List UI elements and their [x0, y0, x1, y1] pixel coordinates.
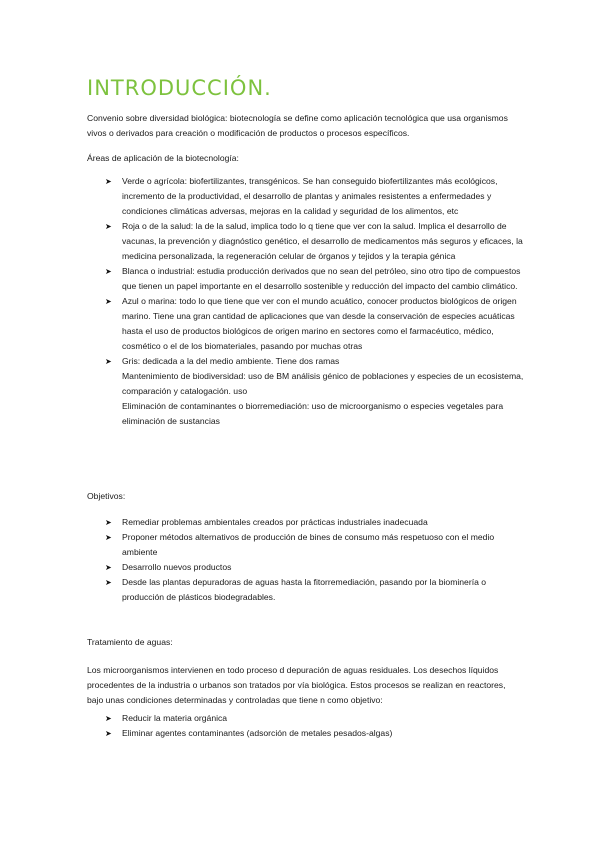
- objetivo-text: Desarrollo nuevos productos: [122, 562, 232, 572]
- tratamiento-item-text: Reducir la materia orgánica: [122, 713, 228, 723]
- objetivo-text: Desde las plantas depuradoras de aguas hasta la fitorremediación, pasando por la biominería o producción de plásticos biodegradables.: [122, 577, 487, 602]
- list-item: [87, 575, 527, 605]
- arrow-bullet-icon: ➤: [105, 578, 112, 587]
- page-title: INTRODUCCIÓN.: [87, 76, 272, 100]
- arrow-bullet-icon: ➤: [105, 563, 112, 572]
- list-item: [87, 294, 527, 354]
- list-item: [87, 354, 527, 429]
- list-item: [87, 560, 527, 575]
- list-item: [87, 264, 527, 294]
- list-item: [87, 530, 527, 560]
- area-text-roja: Roja o de la salud: la de la salud, implica todo lo q tiene que ver con la salud. Implica el desarrollo de vacunas, la prevención y diagnóstico genético, el desarrollo de medicamentos más seguros y eficaces, la medicina personalizada, la regeneración celular de órganos y tejidos y la terapia génica: [122, 221, 523, 261]
- objetivos-heading: Objetivos:: [87, 491, 126, 501]
- arrow-bullet-icon: ➤: [105, 267, 112, 276]
- intro-paragraph: Convenio sobre diversidad biológica: biotecnología se define como aplicación tecnológica que usa organismos vivos o derivados para creación o modificación de productos o procesos específicos.: [87, 113, 508, 138]
- tratamiento-item-text: Eliminar agentes contaminantes (adsorción de metales pesados-algas): [122, 728, 393, 738]
- arrow-bullet-icon: ➤: [105, 714, 112, 723]
- area-text-verde: Verde o agrícola: biofertilizantes, transgénicos. Se han conseguido biofertilizantes más ecológicos, incremento de la productividad, el desarrollo de plantas y animales resistentes a enfermedades y condiciones climáticas adversas, mejoras en la calidad y seguridad de los alimentos, etc: [122, 176, 498, 216]
- arrow-bullet-icon: ➤: [105, 357, 112, 366]
- objetivo-text: Proponer métodos alternativos de producción de bines de consumo más respetuoso con el medio ambiente: [122, 532, 495, 557]
- list-item: [87, 726, 527, 741]
- list-item: [87, 711, 527, 726]
- list-item: [87, 515, 527, 530]
- list-item: [87, 219, 527, 264]
- objetivos-list: [87, 515, 527, 605]
- list-item: [87, 174, 527, 219]
- areas-heading: Áreas de aplicación de la biotecnología:: [87, 153, 239, 163]
- arrow-bullet-icon: ➤: [105, 729, 112, 738]
- area-text-gris: Gris: dedicada a la del medio ambiente. Tiene dos ramas: [122, 356, 340, 366]
- tratamiento-paragraph: Los microorganismos intervienen en todo proceso d depuración de aguas residuales. Los desechos líquidos procedentes de la industria o urbanos son tratados por vía biológica. Estos procesos se realizan en reactores, bajo unas condiciones determinadas y controladas que tiene n como objetivo:: [87, 665, 506, 705]
- gris-branch-eliminacion: Eliminación de contaminantes o biorremediación: uso de microorganismo o especies vegetales para eliminación de sustancias: [122, 401, 504, 426]
- areas-list: [87, 174, 527, 429]
- arrow-bullet-icon: ➤: [105, 533, 112, 542]
- tratamiento-list: [87, 711, 527, 741]
- area-text-azul: Azul o marina: todo lo que tiene que ver con el mundo acuático, conocer productos biológicos de origen marino. Tiene una gran cantidad de aplicaciones que van desde la conservación de especies acuáticas hasta el uso de productos biológicos de origen marino en sectores como el farmacéutico, médico, cosmético o el de los biomateriales, pasando por muchas otras: [122, 296, 517, 351]
- gris-branch-biodiversidad: Mantenimiento de biodiversidad: uso de BM análisis génico de poblaciones y especies de un ecosistema, comparación y catalogación. uso: [122, 371, 524, 396]
- objetivo-text: Remediar problemas ambientales creados por prácticas industriales inadecuada: [122, 517, 428, 527]
- arrow-bullet-icon: ➤: [105, 177, 112, 186]
- area-text-blanca: Blanca o industrial: estudia producción derivados que no sean del petróleo, sino otro tipo de compuestos que tienen un papel importante en el desarrollo sostenible y reducción del impacto del cambio climático.: [122, 266, 521, 291]
- arrow-bullet-icon: ➤: [105, 518, 112, 527]
- arrow-bullet-icon: ➤: [105, 297, 112, 306]
- arrow-bullet-icon: ➤: [105, 222, 112, 231]
- tratamiento-heading: Tratamiento de aguas:: [87, 637, 173, 647]
